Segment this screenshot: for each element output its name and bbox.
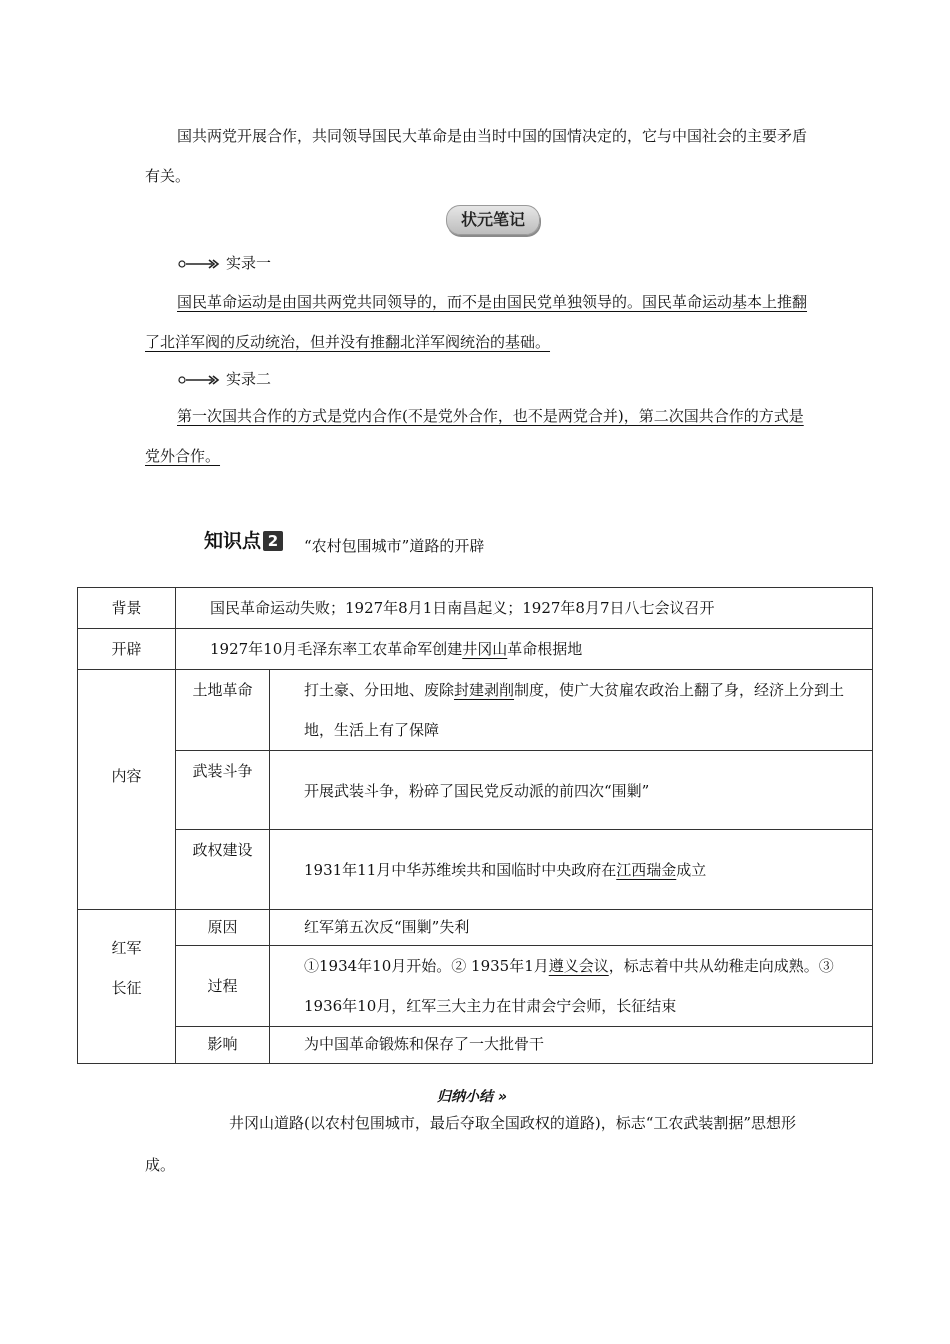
process-label: 过程 xyxy=(176,946,270,1027)
start-label: 开辟 xyxy=(78,629,176,670)
content-label: 内容 xyxy=(78,670,176,910)
background-label: 背景 xyxy=(78,588,176,629)
table-row xyxy=(78,946,873,1027)
record1-text: 国民革命运动是由国共两党共同领导的，而不是由国民党单独领导的。国民革命运动基本上推翻了北洋军阀的反动统治，但并没有推翻北洋军阀统治的基础。 xyxy=(145,293,808,351)
impact-text: 为中国革命锻炼和保存了一大批骨干 xyxy=(270,1027,873,1064)
table-row xyxy=(78,910,873,946)
record2-marker xyxy=(178,368,271,389)
armed-text: 开展武装斗争，粉碎了国民党反动派的前四次“围剿” xyxy=(270,751,873,830)
knowledge-point-label: 知识点 xyxy=(204,530,262,552)
gov-text: 1931年11月中华苏维埃共和国临时中央政府在江西瑞金成立 xyxy=(270,830,873,910)
feudal-term: 封建剥削 xyxy=(454,681,515,699)
notes-badge: 状元笔记 xyxy=(446,205,540,235)
arrow-icon xyxy=(178,259,220,269)
armed-label: 武装斗争 xyxy=(176,751,270,830)
table-row xyxy=(78,588,873,629)
jinggangshan-term: 井冈山 xyxy=(462,640,508,658)
knowledge-point-title: “农村包围城市”道路的开辟 xyxy=(304,537,485,555)
table-row xyxy=(78,751,873,830)
cause-label: 原因 xyxy=(176,910,270,946)
summary-title: 归纳小结 » xyxy=(437,1089,507,1105)
impact-label: 影响 xyxy=(176,1027,270,1064)
cause-text: 红军第五次反“围剿”失利 xyxy=(270,910,873,946)
process-text: ①1934年10月开始。② 1935年1月遵义会议，标志着中共从幼稚走向成熟。③ 1936年10月，红军三大主力在甘肃会宁会师，长征结束 xyxy=(270,946,873,1027)
knowledge-point-number: 2 xyxy=(263,531,283,551)
arrow-icon xyxy=(178,375,220,385)
land-label: 土地革命 xyxy=(176,670,270,751)
table-row xyxy=(78,1027,873,1064)
table-row xyxy=(78,629,873,670)
record2-text: 第一次国共合作的方式是党内合作(不是党外合作，也不是两党合并)，第二次国共合作的方式是党外合作。 xyxy=(145,407,804,465)
intro-paragraph: 国共两党开展合作，共同领导国民大革命是由当时中国的国情决定的，它与中国社会的主要矛盾有关。 xyxy=(145,127,808,185)
ruijin-term: 江西瑞金 xyxy=(616,861,677,879)
zunyi-term: 遵义会议 xyxy=(548,957,609,975)
record2-label: 实录二 xyxy=(226,370,272,388)
knowledge-table xyxy=(77,587,873,1064)
record1-marker xyxy=(178,252,271,273)
record1-label: 实录一 xyxy=(226,254,272,272)
gov-label: 政权建设 xyxy=(176,830,270,910)
knowledge-point-heading xyxy=(204,526,283,553)
table-row xyxy=(78,830,873,910)
start-text: 1927年10月毛泽东率工农革命军创建井冈山革命根据地 xyxy=(176,629,873,670)
march-label: 红军长征 xyxy=(78,910,176,1064)
land-text: 打土豪、分田地、废除封建剥削制度，使广大贫雇农政治上翻了身，经济上分到土地，生活上有了保障 xyxy=(270,670,873,751)
double-chevron-icon: » xyxy=(497,1089,507,1105)
table-row xyxy=(78,670,873,751)
background-text: 国民革命运动失败；1927年8月1日南昌起义；1927年8月7日八七会议召开 xyxy=(176,588,873,629)
summary-text: 井冈山道路(以农村包围城市，最后夺取全国政权的道路)，标志“工农武装割据”思想形成。 xyxy=(145,1114,797,1174)
